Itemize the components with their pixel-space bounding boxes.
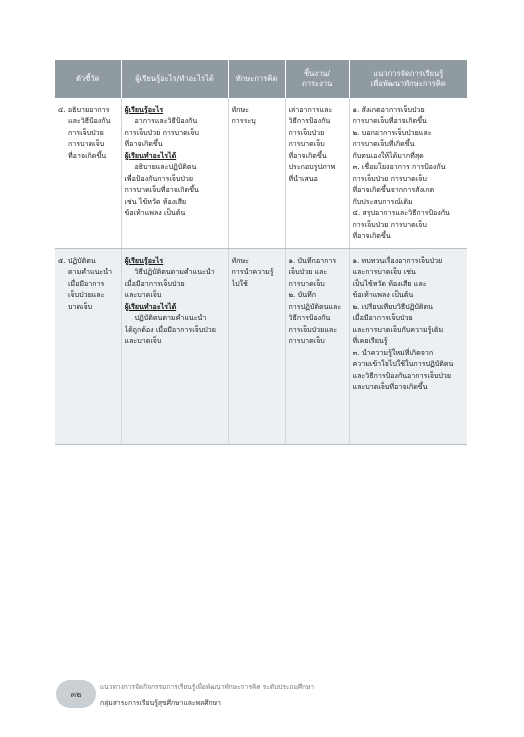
cell-line: ที่เคยเรียนรู้	[352, 336, 388, 346]
cell-line: ข้อเท้าแพลง เป็นต้น	[352, 290, 414, 300]
cell-line: วิธีการป้องกัน	[288, 313, 331, 323]
cell-line: ๒. บันทึก	[288, 290, 317, 300]
cell-line: การบาดเจ็บที่อาจเกิดขึ้น	[352, 116, 427, 126]
footer-book-title: แนวทางการจัดกิจกรรมการเรียนรู้เพื่อพัฒนาทักษะการคิด ระดับประถมศึกษา	[100, 683, 315, 691]
cell-line: การเจ็บป่วย	[288, 127, 325, 137]
cell-line: กับตนเองให้ได้มากที่สุด	[352, 150, 424, 160]
cell-line: ประกอบรูปภาพ	[288, 162, 336, 172]
cell-line: ความเข้าใจไปใช้ในการปฏิบัติตน	[352, 359, 454, 369]
cell-line: การนำความรู้	[231, 267, 274, 277]
cell-line: การเจ็บป่วยและ	[288, 324, 338, 334]
cell-line: วิธีปฏิบัติตนตามคำแนะนำ	[134, 267, 215, 277]
cell-line: ที่อาจเกิดขึ้น	[68, 150, 107, 160]
cell-line: และการบาดเจ็บกับความรู้เดิม	[352, 324, 444, 334]
cell-line: เจ็บป่วย และ	[288, 267, 328, 277]
cell-line: เจ็บป่วยและ	[68, 290, 105, 300]
learning-plan-table	[55, 60, 467, 445]
header-thinking-skill: ทักษะการคิด	[228, 60, 285, 98]
cell-line: ๔. อธิบายอาการ	[58, 105, 110, 114]
cell-line: บาดเจ็บ	[68, 301, 93, 311]
cell-line: วิธีการป้องกัน	[288, 116, 331, 126]
cell-line: เมื่อมีอาการเจ็บป่วย	[352, 313, 413, 323]
table-header-row	[55, 60, 467, 98]
cell-line: เมื่อมีอาการ	[68, 278, 105, 288]
cell-line: ที่อาจเกิดขึ้น	[124, 139, 163, 149]
cell-line: และบาดเจ็บ	[124, 290, 162, 300]
cell-line: อาการและวิธีป้องกัน	[134, 116, 198, 126]
cell-line: ๓. เชื่อมโยงอาการ การป้องกัน	[352, 162, 446, 172]
cell-line: การปฏิบัติตนและ	[288, 301, 342, 311]
cell-line: การบาดเจ็บ	[68, 139, 105, 149]
cell-line: การเจ็บป่วย	[68, 127, 104, 137]
table-row	[55, 98, 467, 248]
cell-line: ๓. นำความรู้ใหม่ที่เกิดจาก	[352, 347, 434, 357]
page-number: ๓๒	[70, 689, 82, 699]
footer-subject-group: กลุ่มสาระการเรียนรู้สุขศึกษาและพลศึกษา	[100, 699, 221, 707]
skill-cell	[228, 248, 285, 444]
header-learner-knows: ผู้เรียนรู้อะไร/ทำอะไรได้	[121, 60, 228, 98]
cell-line: ตามคำแนะนำ	[68, 267, 113, 277]
cell-line: การบาดเจ็บ	[288, 336, 325, 346]
cell-line: ทักษะ	[231, 105, 249, 114]
cell-line: ๑. บันทึกอาการ	[288, 255, 337, 265]
cell-line: กับประสบการณ์เดิม	[352, 196, 413, 206]
page-number-badge	[56, 680, 96, 708]
cell-line: เป็นไข้หวัด ท้องเสีย และ	[352, 278, 427, 288]
header-workpiece: ชิ้นงาน/ ภาระงาน	[285, 60, 349, 98]
cell-line: ๕. ปฏิบัติตน	[58, 255, 96, 265]
cell-line: ที่นำเสนอ	[288, 173, 318, 183]
cell-line: การเจ็บป่วย การบาดเจ็บ	[352, 219, 427, 229]
cell-line: และวิธีป้องกัน	[68, 116, 111, 126]
cell-line: ๒. บอกอาการเจ็บป่วยและ	[352, 127, 432, 137]
table-row	[55, 248, 467, 444]
header-indicator: ตัวชี้วัด	[55, 60, 121, 98]
cell-line: ๑. สังเกตอาการเจ็บป่วย	[352, 105, 425, 114]
approach-cell	[349, 98, 467, 248]
cell-line: ๑. ทบทวนเรื่องอาการเจ็บป่วย	[352, 255, 443, 265]
cell-line: การบาดเจ็บ	[288, 278, 325, 288]
cell-line: การบาดเจ็บที่เกิดขึ้น	[352, 139, 415, 149]
cell-line: การระบุ	[231, 116, 256, 126]
cell-line: และบาดเจ็บที่อาจเกิดขึ้น	[352, 382, 428, 392]
cell-line: การเจ็บป่วย การบาดเจ็บ	[352, 173, 427, 183]
cell-line: ปฏิบัติตนตามคำแนะนำ	[134, 313, 207, 323]
indicator-cell	[55, 98, 121, 248]
cell-heading: ผู้เรียนทำอะไรได้	[124, 301, 177, 311]
approach-cell	[349, 248, 467, 444]
skill-cell	[228, 98, 285, 248]
cell-line: เมื่อมีอาการเจ็บป่วย	[124, 278, 185, 288]
cell-line: ไปใช้	[231, 278, 248, 288]
cell-line: การบาดเจ็บที่อาจเกิดขึ้น	[124, 185, 199, 195]
cell-line: เช่น ไข้หวัด ท้องเสีย	[124, 196, 187, 206]
header-teaching-approach: แนวการจัดการเรียนรู้ เพื่อพัฒนาทักษะการคิด	[349, 60, 467, 98]
cell-line: เพื่อป้องกันการเจ็บป่วย	[124, 173, 194, 183]
cell-line: อธิบายและปฏิบัติตน	[134, 162, 197, 172]
cell-line: การเจ็บป่วย การบาดเจ็บ	[124, 127, 199, 137]
workpiece-cell	[285, 98, 349, 248]
cell-heading: ผู้เรียนรู้อะไร	[124, 105, 164, 114]
cell-line: และการบาดเจ็บ เช่น	[352, 267, 416, 277]
cell-line: ทักษะ	[231, 255, 249, 265]
cell-line: ข้อเท้าแพลง เป็นต้น	[124, 208, 186, 218]
learner-cell	[121, 248, 228, 444]
indicator-cell	[55, 248, 121, 444]
cell-line: เล่าอาการและ	[288, 105, 333, 114]
cell-line: ได้ถูกต้อง เมื่อมีอาการเจ็บป่วย	[124, 324, 216, 334]
cell-line: ที่อาจเกิดขึ้นจากการสังเกต	[352, 185, 435, 195]
cell-heading: ผู้เรียนรู้อะไร	[124, 255, 164, 265]
cell-heading: ผู้เรียนทำอะไรได้	[124, 150, 177, 160]
cell-line: ๔. สรุปอาการและวิธีการป้องกัน	[352, 208, 450, 218]
workpiece-cell	[285, 248, 349, 444]
learner-cell	[121, 98, 228, 248]
cell-line: ๒. เปรียบเทียบวิธีปฏิบัติตน	[352, 301, 433, 311]
cell-line: ที่อาจเกิดขึ้น	[352, 231, 391, 241]
cell-line: และบาดเจ็บ	[124, 336, 162, 346]
cell-line: และวิธีการป้องกันอาการเจ็บป่วย	[352, 370, 452, 380]
cell-line: การบาดเจ็บ	[288, 139, 325, 149]
cell-line: ที่อาจเกิดขึ้น	[288, 150, 327, 160]
